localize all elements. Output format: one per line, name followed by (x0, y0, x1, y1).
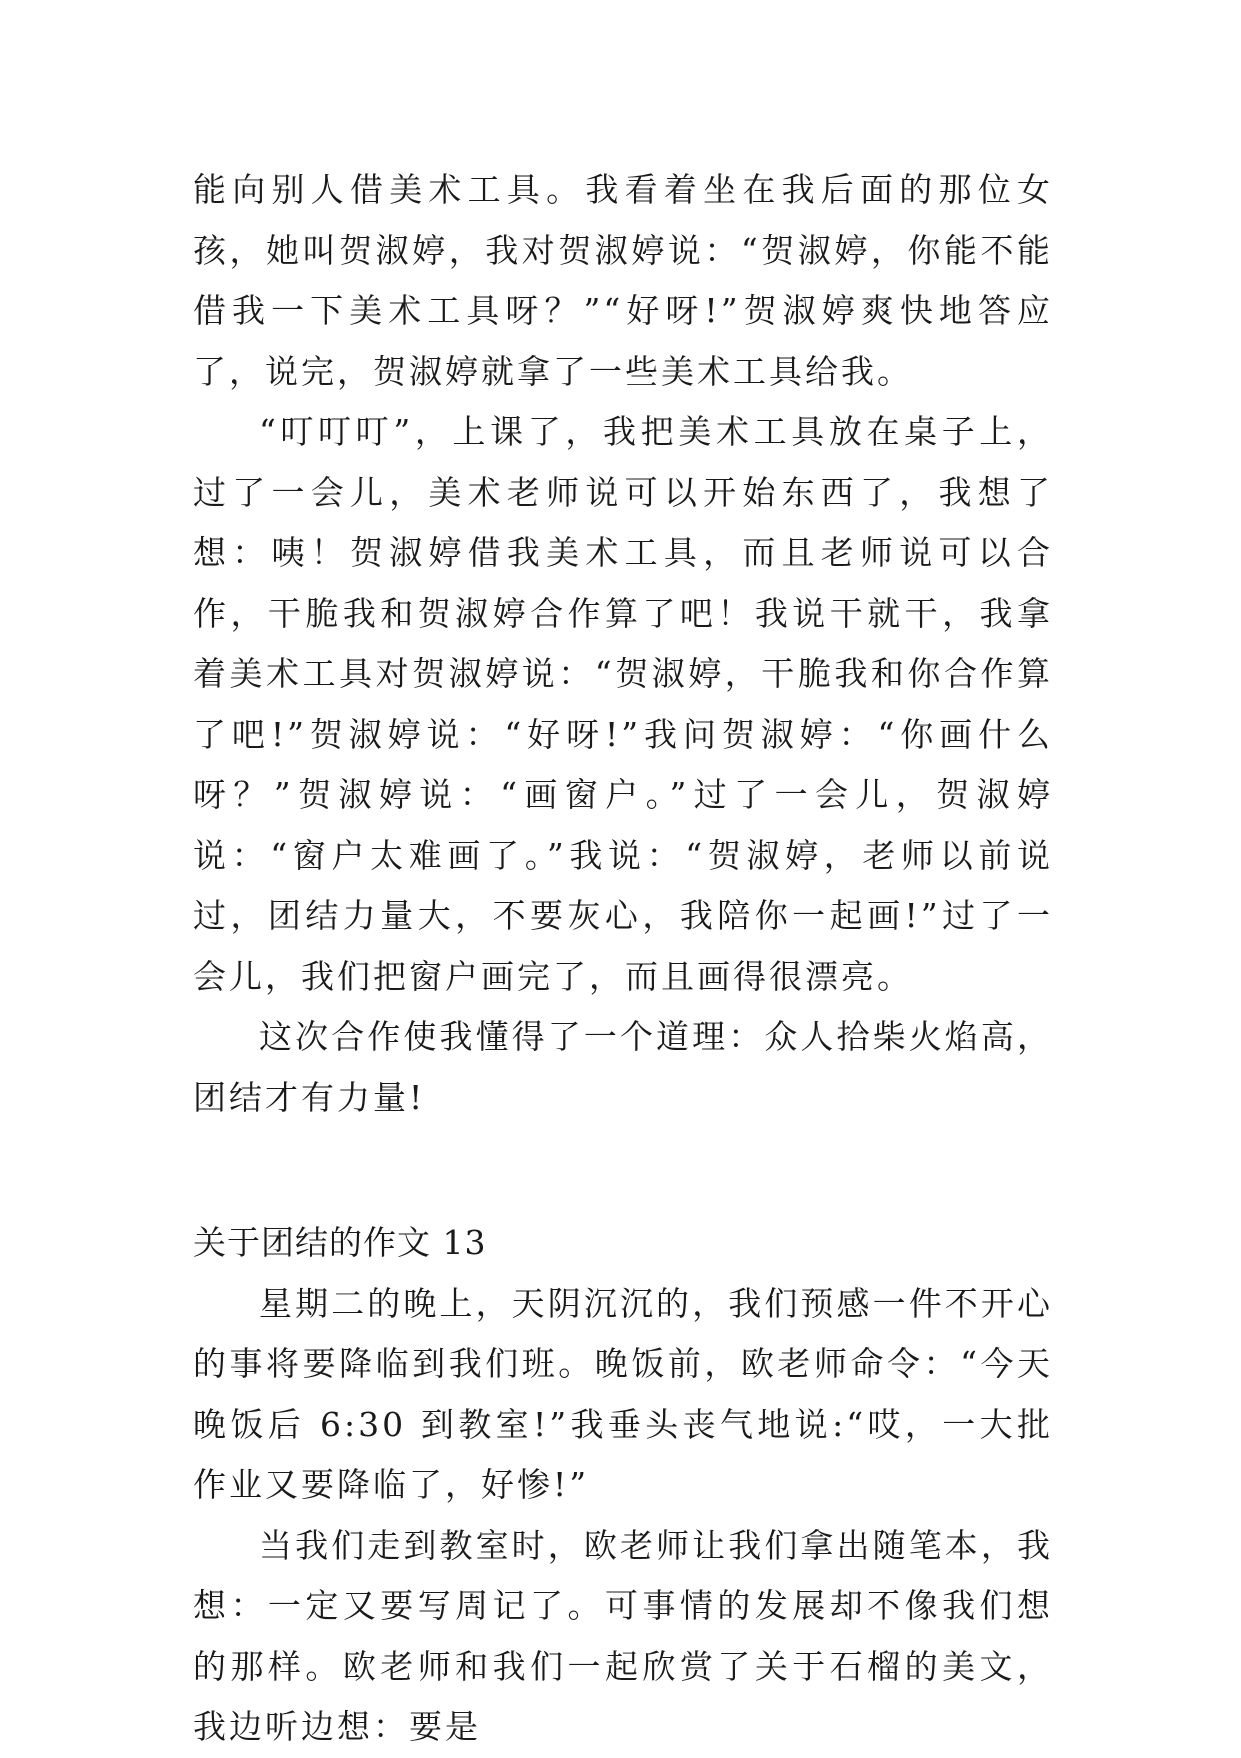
paragraph: 星期二的晚上，天阴沉沉的，我们预感一件不开心的事将要降临到我们班。晚饭前，欧老师命令：“今天晚饭后 6:30 到教室!”我垂头丧气地说:“哎，一大批作业又要降临了，好惨!” (193, 1283, 1053, 1504)
paragraph: 这次合作使我懂得了一个道理：众人拾柴火焰高，团结才有力量! (193, 1017, 1053, 1117)
paragraph: 能向别人借美术工具。我看着坐在我后面的那位女孩，她叫贺淑婷，我对贺淑婷说：“贺淑婷，你能不能借我一下美术工具呀？”“好呀!”贺淑婷爽快地答应了，说完，贺淑婷就拿了一些美术工具给我。 (193, 170, 1053, 391)
section-title: 关于团结的作文 13 (193, 1223, 487, 1262)
paragraph: 当我们走到教室时，欧老师让我们拿出随笔本，我想：一定又要写周记了。可事情的发展却不像我们想的那样。欧老师和我们一起欣赏了关于石榴的美文，我边听边想：要是 (193, 1525, 1053, 1746)
document-page (193, 160, 1053, 1758)
paragraph: “叮叮叮”，上课了，我把美术工具放在桌子上，过了一会儿，美术老师说可以开始东西了，我想了想：咦！贺淑婷借我美术工具，而且老师说可以合作，干脆我和贺淑婷合作算了吧！我说干就干，我拿着美术工具对贺淑婷说：“贺淑婷，干脆我和你合作算了吧!”贺淑婷说：“好呀!”我问贺淑婷：“你画什么呀？”贺淑婷说：“画窗户。”过了一会儿，贺淑婷说：“窗户太难画了。”我说：“贺淑婷，老师以前说过，团结力量大，不要灰心，我陪你一起画!”过了一会儿，我们把窗户画完了，而且画得很漂亮。 (193, 412, 1053, 996)
